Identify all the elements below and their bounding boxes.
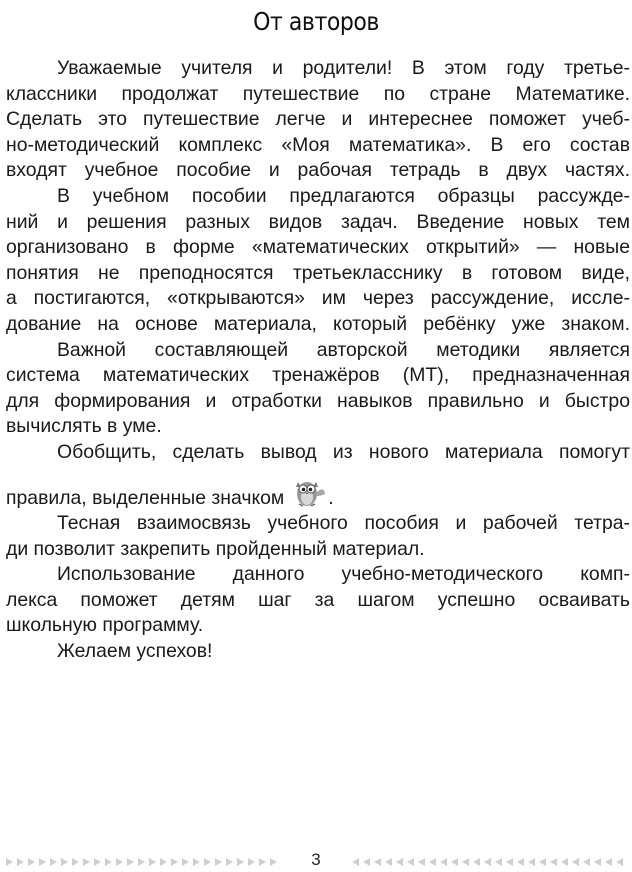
- footer-triangle: [138, 858, 145, 866]
- footer-triangle: [583, 858, 590, 866]
- footer-triangle: [226, 858, 233, 866]
- text-line: школьную программу.: [6, 614, 204, 637]
- text-line: В учебном пособии предлагаются образцы рассужде-: [57, 184, 630, 207]
- footer-triangle: [259, 858, 266, 866]
- footer-triangle: [539, 858, 546, 866]
- footer-triangle: [116, 858, 123, 866]
- footer-triangle: [451, 858, 458, 866]
- owl-icon: [290, 474, 328, 508]
- footer-triangle: [61, 858, 68, 866]
- footer-triangle: [429, 858, 436, 866]
- text-line: Тесная взаимосвязь учебного пособия и рабочей тетра-: [57, 512, 630, 535]
- text-line: .: [328, 486, 334, 509]
- footer-triangle: [473, 858, 480, 866]
- footer-triangle: [50, 858, 57, 866]
- footer-triangle: [440, 858, 447, 866]
- footer-triangle: [160, 858, 167, 866]
- footer-triangle: [215, 858, 222, 866]
- text-line: но-методический комплекс «Моя математика». В его состав: [6, 133, 630, 156]
- footer-triangle: [193, 858, 200, 866]
- text-line: Уважаемые учителя и родители! В этом году третье-: [57, 57, 630, 79]
- footer-triangle: [171, 858, 178, 866]
- text-line: а постигаются, «открываются» им через рассуждение, иссле-: [6, 287, 630, 310]
- text-line: Важной составляющей авторской методики является: [57, 338, 630, 361]
- text-line: входят учебное пособие и рабочая тетрадь в двух частях.: [6, 159, 630, 182]
- footer-triangle: [237, 858, 244, 866]
- text-line: понятия не преподносятся третьекласснику в готовом виде,: [6, 261, 630, 284]
- page-number: 3: [311, 850, 321, 869]
- text-line: правила, выделенные значком: [6, 486, 285, 509]
- footer-triangle: [572, 858, 579, 866]
- footer-triangle: [484, 858, 491, 866]
- footer-triangle: [6, 858, 13, 866]
- text-line: классники продолжат путешествие по стране Математике.: [6, 82, 630, 105]
- text-line: дование на основе материала, который ребёнку уже знаком.: [6, 312, 630, 335]
- footer-triangle: [396, 858, 403, 866]
- footer-triangle: [605, 858, 612, 866]
- preface-text: [6, 56, 630, 665]
- footer-triangle: [517, 858, 524, 866]
- footer-decoration-left: [6, 858, 277, 866]
- footer-triangle: [105, 858, 112, 866]
- footer-triangle: [28, 858, 35, 866]
- footer-triangle: [72, 858, 79, 866]
- text-line: система математических тренажёров (МТ), предназначенная: [6, 364, 630, 387]
- text-line: Обобщить, сделать вывод из нового материала помогут: [57, 440, 630, 463]
- footer-triangle: [352, 858, 359, 866]
- text-line: вычислять в уме.: [6, 415, 162, 438]
- footer-triangle: [506, 858, 513, 866]
- footer-decoration-right: [352, 858, 623, 866]
- footer-triangle: [149, 858, 156, 866]
- text-line: лекса поможет детям шаг за шагом успешно осваивать: [6, 588, 630, 611]
- footer-triangle: [550, 858, 557, 866]
- footer-triangle: [385, 858, 392, 866]
- text-line: Использование данного учебно-методического комп-: [57, 563, 630, 586]
- text-line: организовано в форме «математических открытий» — новые: [6, 236, 630, 259]
- footer-triangle: [616, 858, 623, 866]
- footer-triangle: [462, 858, 469, 866]
- footer-triangle: [363, 858, 370, 866]
- footer-triangle: [594, 858, 601, 866]
- text-line: ди позволит закрепить пройденный материал.: [6, 537, 425, 560]
- text-line: Желаем успехов!: [57, 640, 213, 663]
- text-line: ний и решения разных видов задач. Введение новых тем: [6, 210, 630, 233]
- footer-triangle: [495, 858, 502, 866]
- footer-triangle: [528, 858, 535, 866]
- footer-triangle: [17, 858, 24, 866]
- text-line-with-icon: [6, 474, 630, 512]
- footer-triangle: [374, 858, 381, 866]
- footer-triangle: [182, 858, 189, 866]
- footer-triangle: [127, 858, 134, 866]
- footer-triangle: [83, 858, 90, 866]
- page-footer: [0, 846, 632, 872]
- text-line: Сделать это путешествие легче и интереснее поможет учеб-: [6, 108, 630, 131]
- page-title: От авторов: [253, 7, 379, 36]
- footer-triangle: [94, 858, 101, 866]
- footer-triangle: [248, 858, 255, 866]
- text-line: для формирования и отработки навыков правильно и быстро: [6, 389, 630, 412]
- footer-triangle: [561, 858, 568, 866]
- footer-triangle: [418, 858, 425, 866]
- footer-triangle: [204, 858, 211, 866]
- footer-triangle: [270, 858, 277, 866]
- footer-triangle: [39, 858, 46, 866]
- footer-triangle: [407, 858, 414, 866]
